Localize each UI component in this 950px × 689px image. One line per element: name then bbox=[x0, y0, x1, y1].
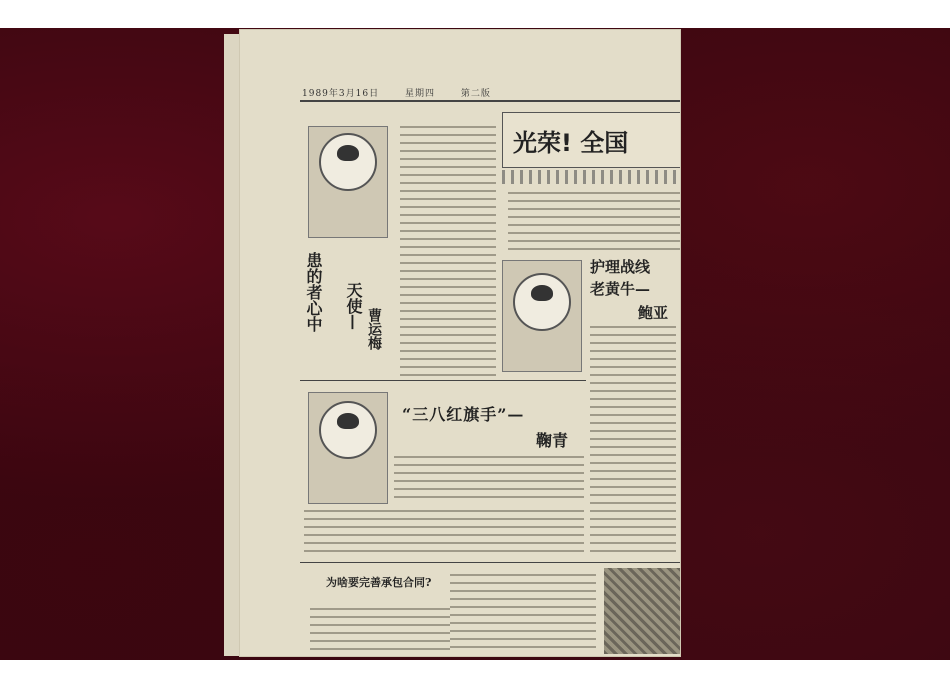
bottom-question-title: 为啥要完善承包合同? bbox=[326, 576, 432, 589]
newspaper-header bbox=[302, 86, 513, 99]
article2-title-line1: 护理战线 bbox=[590, 258, 651, 276]
article2-author: 鲍亚 bbox=[638, 304, 669, 322]
banner-intro-text bbox=[508, 192, 680, 250]
portrait-photo-1 bbox=[308, 126, 388, 238]
portrait-photo-2 bbox=[502, 260, 582, 372]
bottom-rule bbox=[300, 562, 680, 563]
header-page: 第二版 bbox=[460, 89, 491, 99]
article2-body-text bbox=[590, 326, 676, 556]
article2-title-line2: 老黄牛— bbox=[590, 280, 651, 298]
header-weekday: 星期四 bbox=[404, 89, 435, 99]
article3-title: “三八红旗手”— bbox=[402, 405, 525, 424]
article3-author: 鞠青 bbox=[536, 431, 569, 450]
article1-body-text bbox=[400, 126, 496, 376]
newspaper-page bbox=[240, 30, 680, 656]
article3-body-text bbox=[394, 456, 584, 502]
article3-body-text-2 bbox=[304, 510, 584, 556]
portrait-photo-3 bbox=[308, 392, 388, 504]
banner-box bbox=[502, 112, 680, 168]
bottom-body-text-2 bbox=[450, 574, 596, 652]
banner-title: 光荣! 全国 bbox=[513, 129, 629, 157]
article1-title: 天使— bbox=[344, 282, 363, 330]
article1-subtitle: 患的者心中 bbox=[304, 252, 323, 332]
header-date: 1989年3月16日 bbox=[302, 89, 380, 99]
article1-author: 曹运梅 bbox=[366, 308, 382, 350]
section-rule bbox=[300, 380, 586, 381]
bottom-photo bbox=[604, 568, 680, 654]
bottom-body-text-1 bbox=[310, 608, 450, 652]
flower-decoration bbox=[502, 170, 680, 184]
header-rule bbox=[300, 100, 680, 102]
